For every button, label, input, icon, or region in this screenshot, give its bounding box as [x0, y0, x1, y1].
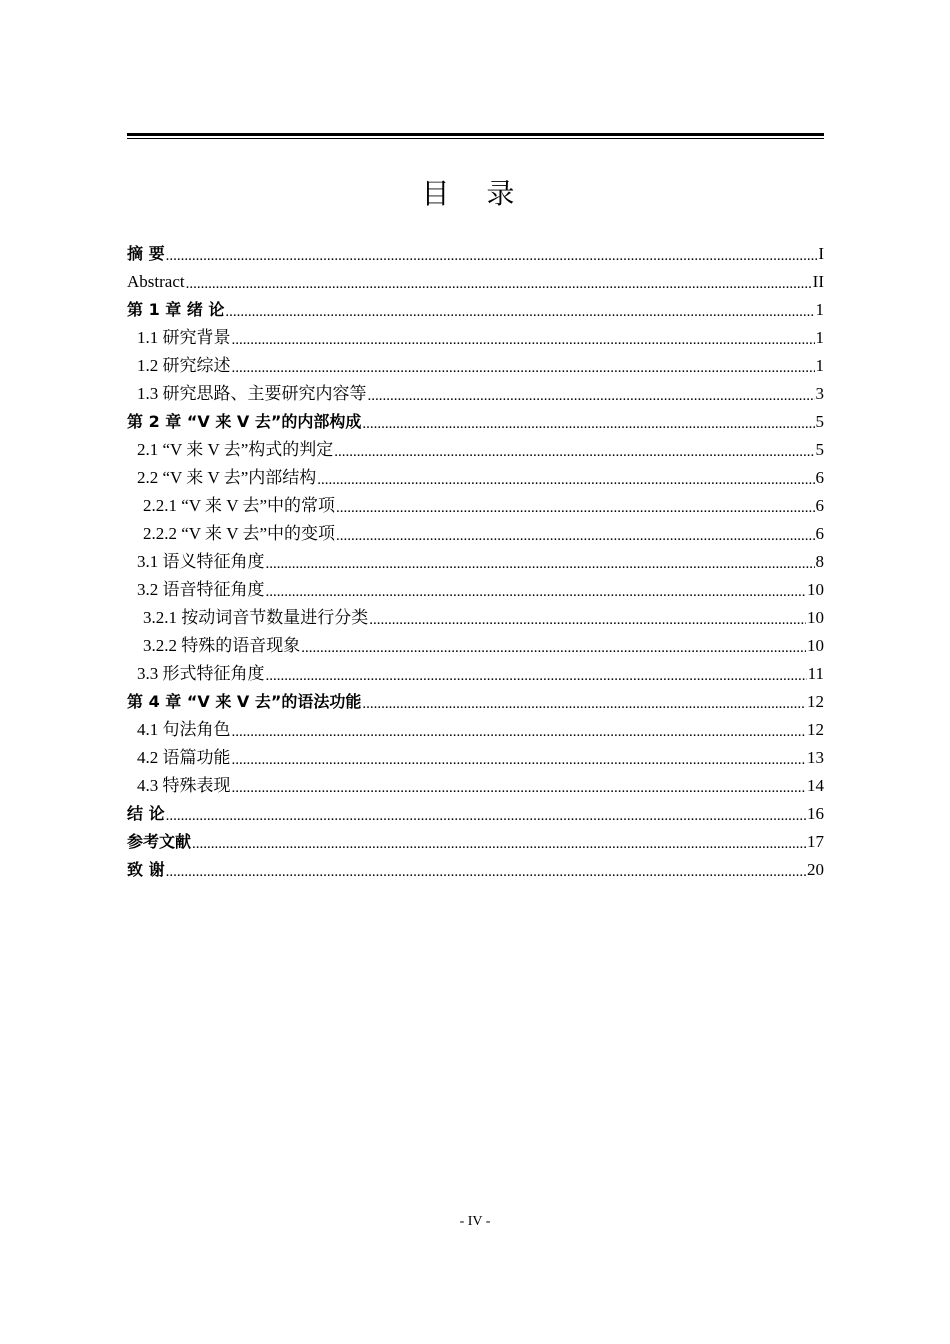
- toc-entry-label: 结 论: [127, 804, 165, 823]
- toc-entry[interactable]: [127, 825, 824, 853]
- header-rule-thin: [127, 138, 824, 139]
- toc-dot-leader: [192, 831, 806, 853]
- toc-entry-page-number: 16: [807, 804, 824, 823]
- toc-entry-label: 第 4 章 “V 来 V 去”的语法功能: [127, 692, 362, 711]
- toc-entry-page-number: 3: [815, 384, 824, 403]
- toc-entry-label: 第 2 章 “V 来 V 去”的内部构成: [127, 412, 362, 431]
- toc-entry-page-number: 12: [807, 692, 824, 711]
- toc-dot-leader: [336, 495, 814, 517]
- toc-entry-page-number: 6: [815, 524, 824, 543]
- toc-entry[interactable]: [127, 769, 824, 797]
- toc-dot-leader: [317, 467, 814, 489]
- toc-entry[interactable]: [127, 797, 824, 825]
- toc-dot-leader: [266, 579, 807, 601]
- table-of-contents: [127, 237, 824, 881]
- page-number-footer: - IV -: [459, 1214, 491, 1229]
- toc-entry-label: 3.3 形式特征角度: [137, 664, 265, 683]
- toc-entry[interactable]: [127, 545, 824, 573]
- toc-dot-leader: [225, 299, 814, 321]
- toc-entry[interactable]: [127, 657, 824, 685]
- toc-dot-leader: [232, 355, 815, 377]
- toc-dot-leader: [266, 551, 815, 573]
- toc-entry-label: 第 1 章 绪 论: [127, 300, 225, 319]
- toc-entry[interactable]: [127, 713, 824, 741]
- toc-entry-page-number: 8: [815, 552, 824, 571]
- toc-entry-label: 1.2 研究综述: [137, 356, 231, 375]
- toc-dot-leader: [232, 719, 807, 741]
- toc-dot-leader: [186, 271, 812, 293]
- toc-entry[interactable]: [127, 629, 824, 657]
- toc-dot-leader: [232, 327, 815, 349]
- toc-dot-leader: [266, 663, 807, 685]
- toc-dot-leader: [166, 859, 806, 881]
- toc-entry[interactable]: [127, 433, 824, 461]
- toc-dot-leader: [301, 635, 806, 657]
- toc-entry-page-number: II: [812, 272, 824, 291]
- toc-entry[interactable]: [127, 461, 824, 489]
- toc-entry[interactable]: [127, 741, 824, 769]
- header-rule-thick: [127, 133, 824, 136]
- toc-entry-label: 3.1 语义特征角度: [137, 552, 265, 571]
- toc-dot-leader: [368, 383, 815, 405]
- toc-entry-label: 3.2.1 按动词音节数量进行分类: [143, 608, 369, 627]
- toc-dot-leader: [334, 439, 814, 461]
- toc-entry[interactable]: [127, 265, 824, 293]
- toc-entry[interactable]: [127, 293, 824, 321]
- toc-entry-label: 4.1 句法角色: [137, 720, 231, 739]
- toc-entry-page-number: 17: [807, 832, 824, 851]
- toc-entry-label: 参考文献: [127, 832, 192, 851]
- toc-entry-page-number: 1: [815, 300, 824, 319]
- toc-dot-leader: [166, 803, 806, 825]
- toc-entry-label: 3.2.2 特殊的语音现象: [143, 636, 301, 655]
- toc-entry[interactable]: [127, 321, 824, 349]
- toc-entry-page-number: 10: [807, 608, 824, 627]
- toc-entry-label: 4.3 特殊表现: [137, 776, 231, 795]
- toc-entry-label: 3.2 语音特征角度: [137, 580, 265, 599]
- toc-entry-label: 1.3 研究思路、主要研究内容等: [137, 384, 367, 403]
- toc-entry[interactable]: [127, 377, 824, 405]
- toc-entry[interactable]: [127, 489, 824, 517]
- toc-entry[interactable]: [127, 853, 824, 881]
- toc-entry-page-number: 6: [815, 496, 824, 515]
- toc-entry-page-number: 1: [815, 328, 824, 347]
- toc-entry-page-number: 20: [807, 860, 824, 879]
- toc-entry-page-number: 10: [807, 580, 824, 599]
- toc-entry-page-number: 11: [807, 664, 824, 683]
- toc-entry-page-number: 1: [815, 356, 824, 375]
- toc-entry-page-number: 14: [807, 776, 824, 795]
- toc-entry-page-number: I: [818, 244, 824, 263]
- toc-entry-label: 1.1 研究背景: [137, 328, 231, 347]
- toc-dot-leader: [362, 691, 806, 713]
- toc-dot-leader: [369, 607, 806, 629]
- toc-entry-page-number: 12: [807, 720, 824, 739]
- toc-dot-leader: [166, 243, 818, 265]
- toc-entry[interactable]: [127, 601, 824, 629]
- toc-entry-page-number: 13: [807, 748, 824, 767]
- toc-entry-label: 4.2 语篇功能: [137, 748, 231, 767]
- toc-entry-page-number: 5: [815, 440, 824, 459]
- toc-entry-label: 摘 要: [127, 244, 165, 263]
- toc-entry[interactable]: [127, 405, 824, 433]
- toc-entry-label: 2.1 “V 来 V 去”构式的判定: [137, 440, 334, 459]
- toc-entry-page-number: 6: [815, 468, 824, 487]
- toc-dot-leader: [336, 523, 814, 545]
- toc-entry[interactable]: [127, 237, 824, 265]
- page-title: 目 录: [421, 177, 529, 210]
- toc-entry-page-number: 10: [807, 636, 824, 655]
- toc-entry-label: 致 谢: [127, 860, 165, 879]
- toc-entry[interactable]: [127, 517, 824, 545]
- toc-dot-leader: [362, 411, 814, 433]
- toc-entry[interactable]: [127, 349, 824, 377]
- toc-entry-label: 2.2.1 “V 来 V 去”中的常项: [143, 496, 336, 515]
- toc-dot-leader: [232, 775, 807, 797]
- toc-dot-leader: [232, 747, 807, 769]
- toc-entry-label: 2.2.2 “V 来 V 去”中的变项: [143, 524, 336, 543]
- toc-entry-label: 2.2 “V 来 V 去”内部结构: [137, 468, 317, 487]
- toc-entry[interactable]: [127, 573, 824, 601]
- toc-entry-label: Abstract: [127, 272, 185, 291]
- toc-entry-page-number: 5: [815, 412, 824, 431]
- toc-entry[interactable]: [127, 685, 824, 713]
